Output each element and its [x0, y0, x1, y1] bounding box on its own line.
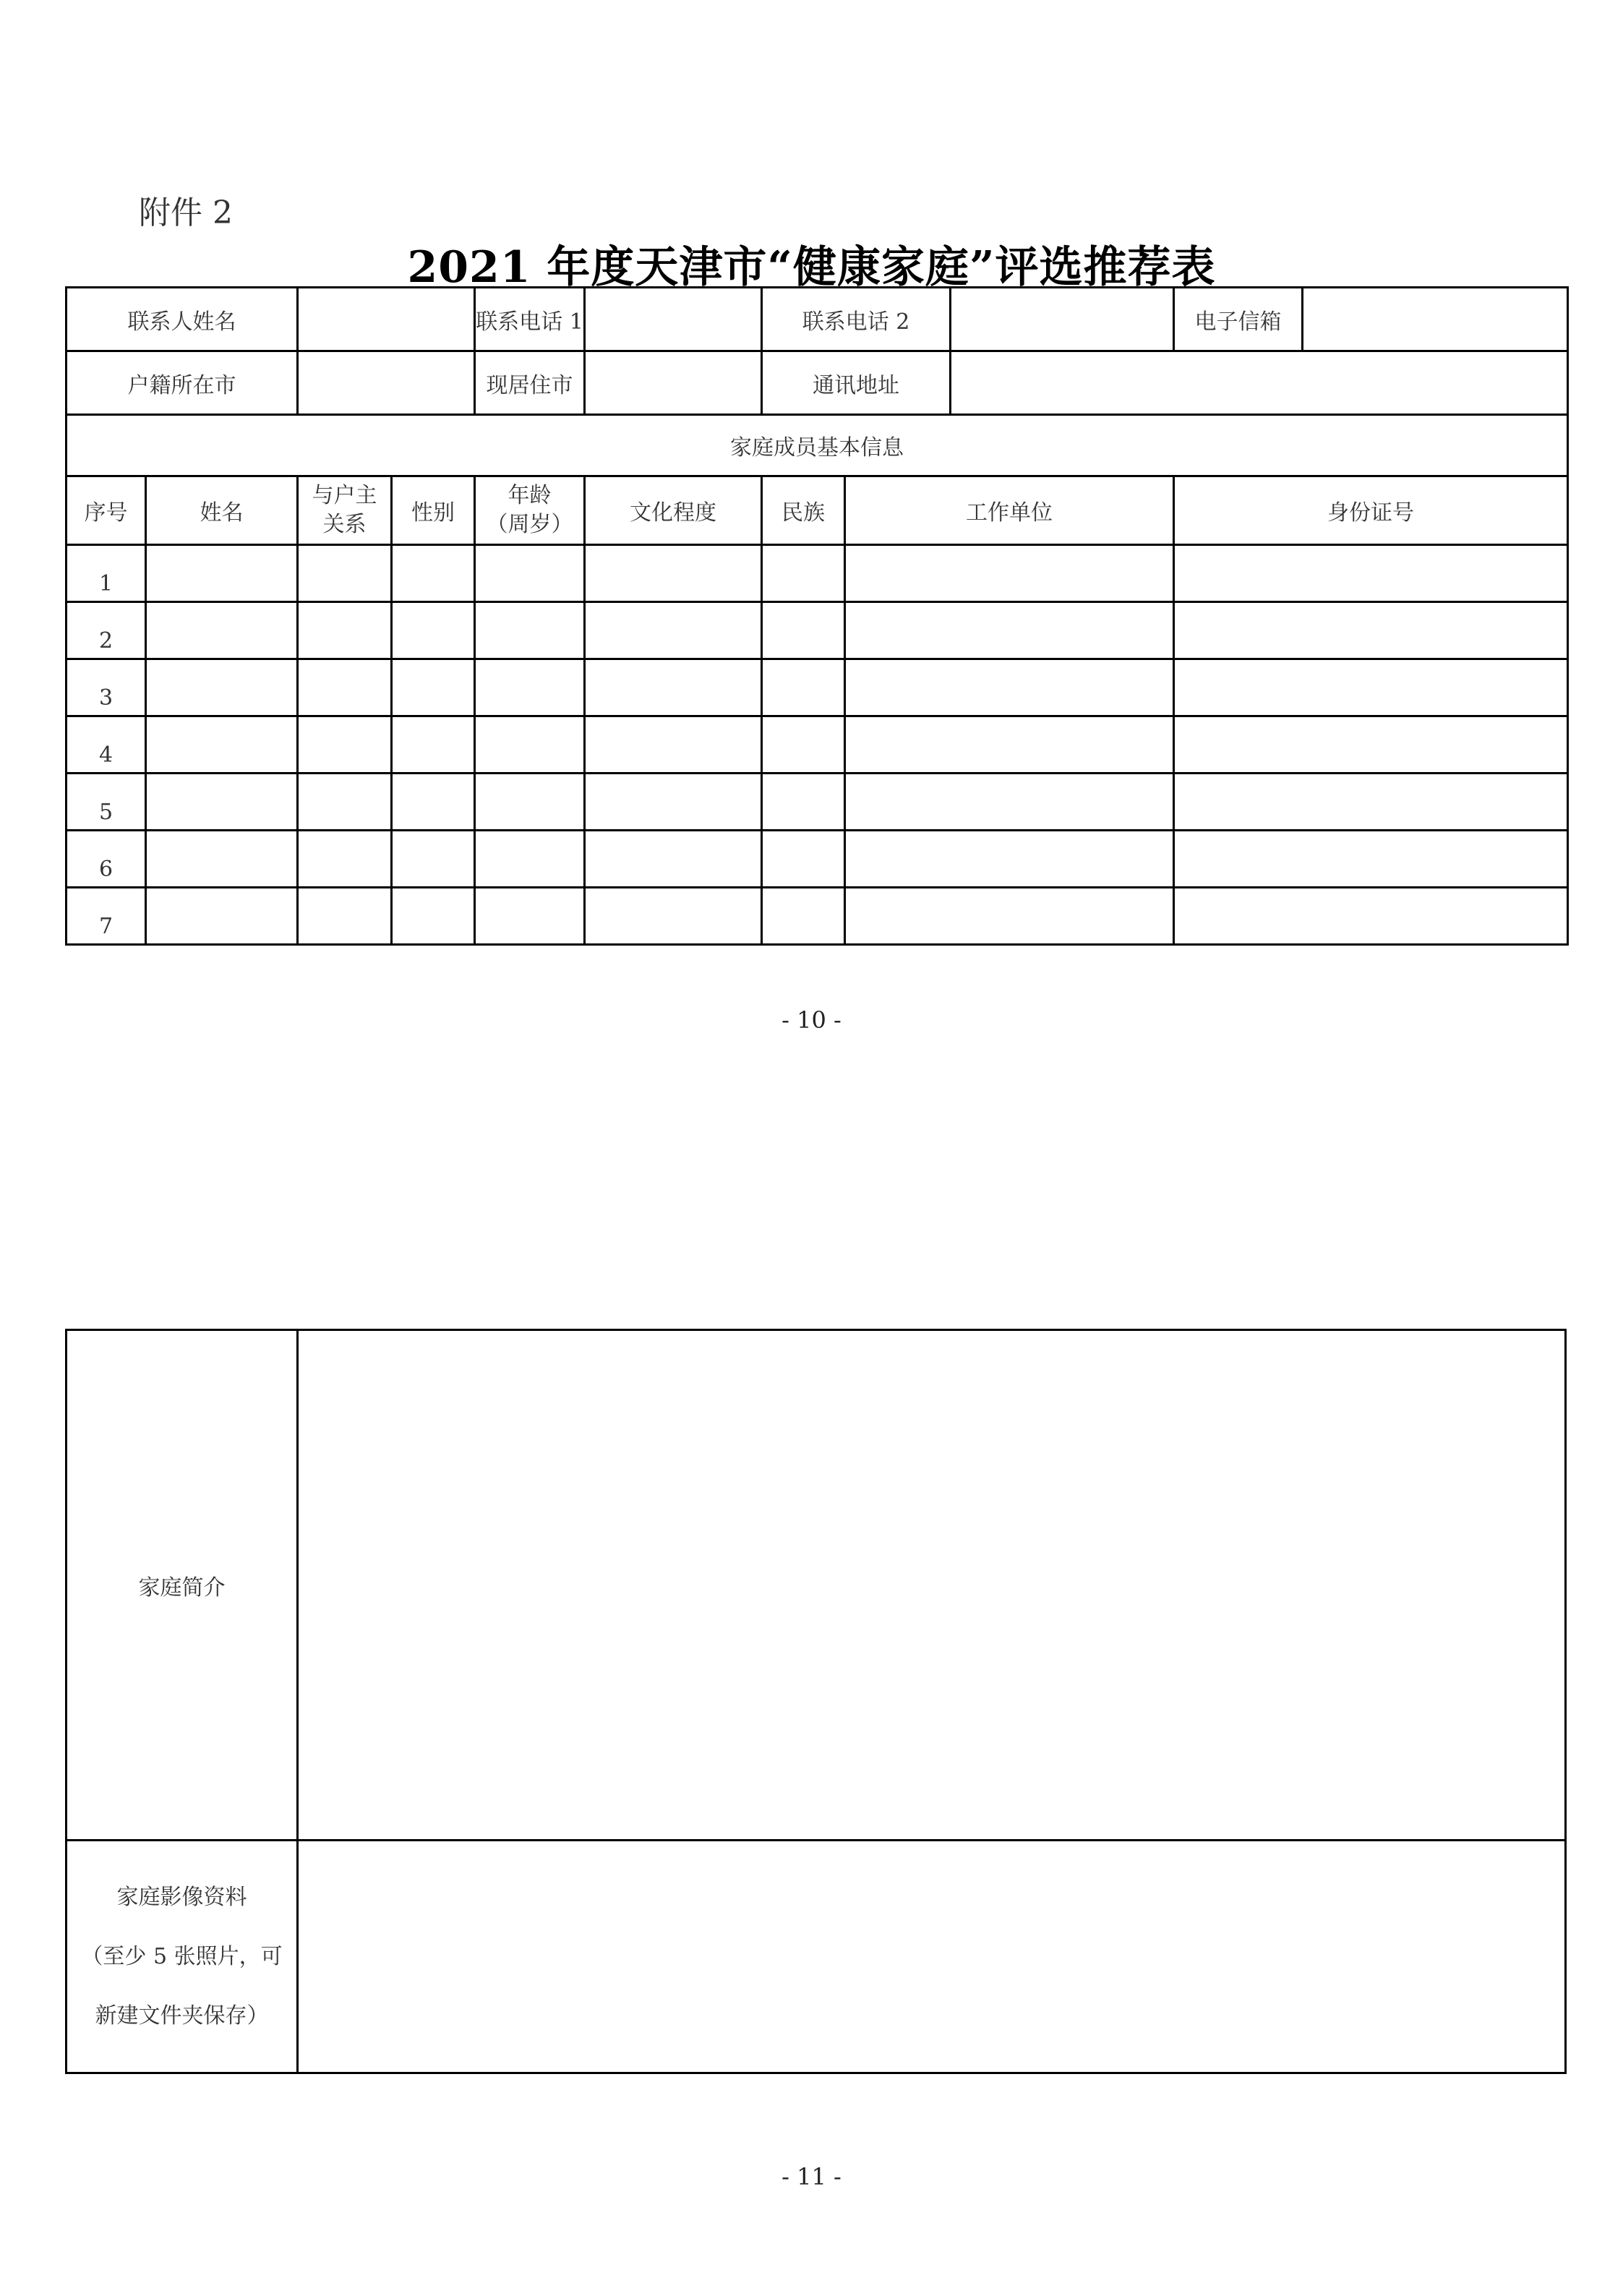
cell-ethnicity[interactable]: [762, 545, 845, 602]
cell-age[interactable]: [475, 602, 585, 659]
input-mailing-address[interactable]: [951, 352, 1567, 414]
cell-relation[interactable]: [298, 888, 392, 945]
recommendation-form-table: [65, 286, 1569, 946]
row-index: 7: [67, 888, 146, 945]
table-row: [67, 602, 1568, 659]
input-household-city[interactable]: [298, 351, 475, 415]
header-age-line1: 年龄: [508, 483, 552, 508]
cell-id-number[interactable]: [1174, 716, 1568, 774]
cell-employer[interactable]: [845, 716, 1174, 774]
label-household-city: 户籍所在市: [67, 351, 298, 415]
label-family-intro: 家庭简介: [67, 1330, 298, 1841]
cell-age[interactable]: [475, 659, 585, 716]
cell-relation[interactable]: [298, 716, 392, 774]
header-gender: 性别: [392, 476, 475, 545]
row-index: 4: [67, 716, 146, 774]
label-mailing-address: 通讯地址: [763, 352, 951, 414]
cell-employer[interactable]: [845, 545, 1174, 602]
input-email[interactable]: [1303, 288, 1567, 350]
header-name: 姓名: [146, 476, 298, 545]
row-index: 1: [67, 545, 146, 602]
table-row: [67, 774, 1568, 831]
attachment-label: 附件 2: [139, 194, 233, 231]
members-section-title: 家庭成员基本信息: [67, 415, 1568, 476]
input-contact-name[interactable]: [298, 288, 475, 351]
cell-education[interactable]: [585, 545, 762, 602]
media-label-line1: 家庭影像资料: [116, 1884, 247, 1910]
cell-id-number[interactable]: [1174, 659, 1568, 716]
cell-education[interactable]: [585, 602, 762, 659]
cell-age[interactable]: [475, 774, 585, 831]
header-age: [475, 476, 585, 545]
page-number-10: - 10 -: [781, 1006, 842, 1034]
header-index: 序号: [67, 476, 146, 545]
cell-gender[interactable]: [392, 602, 475, 659]
row-index: 5: [67, 774, 146, 831]
cell-gender[interactable]: [392, 659, 475, 716]
media-label-line3: 新建文件夹保存）: [95, 2002, 269, 2029]
input-phone1[interactable]: [585, 288, 762, 351]
row-index: 2: [67, 602, 146, 659]
cell-name[interactable]: [146, 831, 298, 888]
cell-relation[interactable]: [298, 602, 392, 659]
family-profile-table: [65, 1329, 1567, 2074]
table-row: [67, 545, 1568, 602]
cell-id-number[interactable]: [1174, 774, 1568, 831]
cell-name[interactable]: [146, 774, 298, 831]
page-number-11: - 11 -: [781, 2163, 842, 2190]
cell-employer[interactable]: [845, 659, 1174, 716]
cell-age[interactable]: [475, 888, 585, 945]
cell-id-number[interactable]: [1174, 545, 1568, 602]
table-row: [67, 716, 1568, 774]
cell-employer[interactable]: [845, 888, 1174, 945]
label-email: 电子信箱: [1175, 288, 1303, 350]
cell-gender[interactable]: [392, 716, 475, 774]
cell-education[interactable]: [585, 774, 762, 831]
cell-name[interactable]: [146, 659, 298, 716]
cell-ethnicity[interactable]: [762, 888, 845, 945]
label-phone2: 联系电话 2: [763, 288, 951, 350]
cell-relation[interactable]: [298, 545, 392, 602]
cell-relation[interactable]: [298, 659, 392, 716]
cell-age[interactable]: [475, 545, 585, 602]
cell-ethnicity[interactable]: [762, 659, 845, 716]
cell-employer[interactable]: [845, 602, 1174, 659]
cell-gender[interactable]: [392, 888, 475, 945]
cell-name[interactable]: [146, 602, 298, 659]
cell-employer[interactable]: [845, 831, 1174, 888]
cell-education[interactable]: [585, 831, 762, 888]
cell-age[interactable]: [475, 716, 585, 774]
cell-ethnicity[interactable]: [762, 774, 845, 831]
header-ethnicity: 民族: [762, 476, 845, 545]
header-employer: 工作单位: [845, 476, 1174, 545]
input-family-media[interactable]: [298, 1841, 1566, 2073]
input-residence-city[interactable]: [585, 351, 762, 415]
cell-id-number[interactable]: [1174, 831, 1568, 888]
cell-education[interactable]: [585, 716, 762, 774]
header-relation-line1: 与户主: [312, 483, 377, 508]
label-family-media: [67, 1841, 298, 2073]
cell-education[interactable]: [585, 659, 762, 716]
header-id-number: 身份证号: [1174, 476, 1568, 545]
cell-gender[interactable]: [392, 831, 475, 888]
media-label-line2: （至少 5 张照片，可: [81, 1943, 283, 1969]
row-index: 6: [67, 831, 146, 888]
row-index: 3: [67, 659, 146, 716]
cell-name[interactable]: [146, 545, 298, 602]
input-family-intro[interactable]: [298, 1330, 1566, 1841]
cell-ethnicity[interactable]: [762, 831, 845, 888]
table-row: [67, 888, 1568, 945]
label-phone1: 联系电话 1: [475, 288, 585, 351]
header-relation-line2: 关系: [322, 512, 367, 537]
cell-relation[interactable]: [298, 774, 392, 831]
input-phone2[interactable]: [951, 288, 1173, 350]
cell-name[interactable]: [146, 716, 298, 774]
label-residence-city: 现居住市: [475, 351, 585, 415]
label-contact-name: 联系人姓名: [67, 288, 298, 351]
header-relation: [298, 476, 392, 545]
header-age-line2: （周岁）: [486, 512, 573, 537]
cell-id-number[interactable]: [1174, 602, 1568, 659]
cell-relation[interactable]: [298, 831, 392, 888]
cell-name[interactable]: [146, 888, 298, 945]
table-row: [67, 659, 1568, 716]
cell-id-number[interactable]: [1174, 888, 1568, 945]
cell-age[interactable]: [475, 831, 585, 888]
cell-ethnicity[interactable]: [762, 602, 845, 659]
cell-gender[interactable]: [392, 774, 475, 831]
cell-ethnicity[interactable]: [762, 716, 845, 774]
cell-gender[interactable]: [392, 545, 475, 602]
header-education: 文化程度: [585, 476, 762, 545]
cell-employer[interactable]: [845, 774, 1174, 831]
table-row: [67, 831, 1568, 888]
cell-education[interactable]: [585, 888, 762, 945]
form-title: 2021 年度天津市“健康家庭”评选推荐表: [407, 242, 1216, 293]
